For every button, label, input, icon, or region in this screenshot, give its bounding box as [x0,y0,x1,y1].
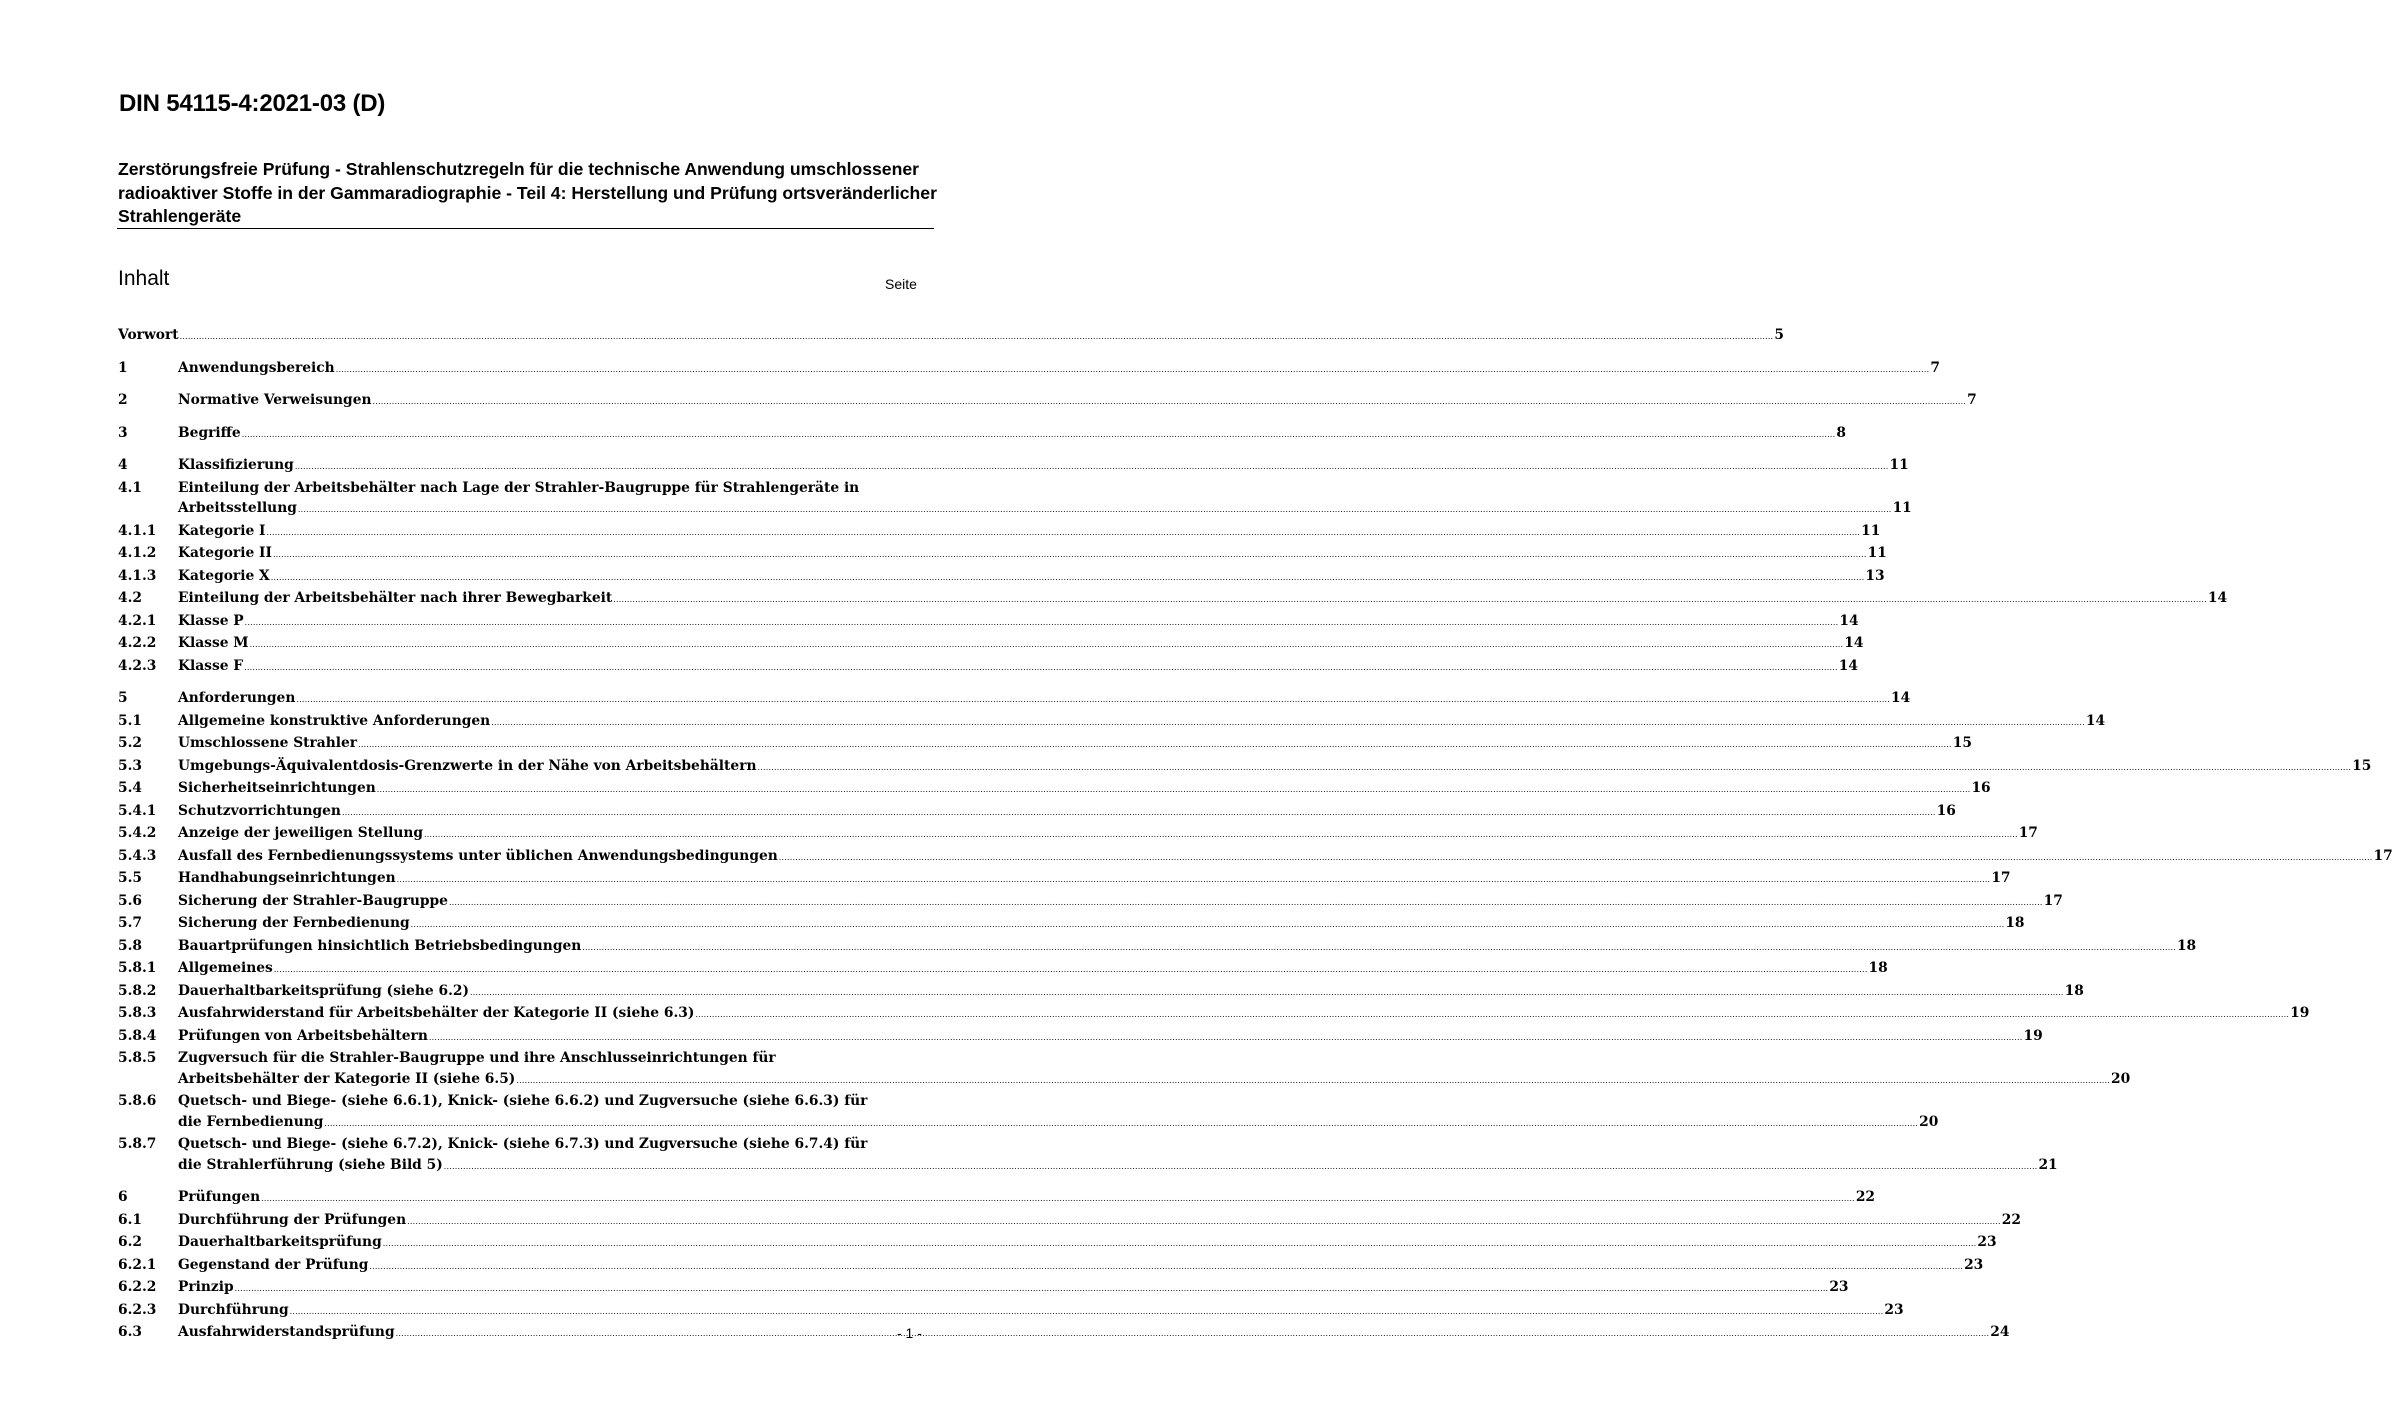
toc-entry-title: Sicherung der Fernbedienung [178,915,410,931]
toc-entry[interactable] [118,1026,2043,1049]
toc-entry-page: 18 [2005,915,2025,931]
toc-leader-dots [324,1112,1918,1135]
toc-leader-dots [373,390,1967,413]
toc-entry-title: Begriffe [178,424,241,441]
toc-entry-number: 5.8.5 [118,1050,157,1066]
toc-entry-page: 24 [1990,1324,2010,1340]
toc-entry-title: Klasse P [178,612,244,629]
toc-entry-title: Klassifizierung [178,457,294,473]
toc-entry-title: Allgemeine konstruktive Anforderungen [178,712,491,729]
toc-leader-dots [779,846,2373,869]
toc-entry-number: 5.8.2 [118,982,157,999]
toc-entry-page: 22 [2001,1211,2021,1228]
toc-heading: Inhalt [118,267,170,290]
toc-entry[interactable] [118,756,2372,779]
toc-entry[interactable] [118,1210,2021,1233]
toc-entry[interactable] [118,566,1885,589]
toc-entry-title-line: Quetsch- und Biege- (siehe 6.6.1), Knick- (siehe 6.6.2) und Zugversuche (siehe 6.6.3) für [178,1093,868,1109]
toc-entry-number: 4.1.2 [118,545,157,561]
toc-entry[interactable] [118,1003,2310,1026]
toc-entry-title: Dauerhaltbarkeitsprüfung (siehe 6.2) [178,982,469,999]
toc-entry-title: Sicherung der Strahler-Baugruppe [178,892,448,909]
toc-entry-page: 11 [1861,522,1881,539]
toc-entry-number: 5.4.2 [118,825,157,841]
toc-entry-title: die Strahlerführung (siehe Bild 5) [178,1156,443,1173]
toc-entry-title-line: Quetsch- und Biege- (siehe 6.7.2), Knick- (siehe 6.7.3) und Zugversuche (siehe 6.7.4) für [178,1136,868,1152]
toc-entry-number: 4.2.3 [118,657,157,674]
page-column-label: Seite [885,276,917,292]
toc-entry-page: 14 [2207,590,2228,606]
toc-entry-title: die Fernbedienung [178,1113,324,1130]
toc-entry-title: Sicherheitseinrichtungen [178,780,376,796]
toc-leader-dots [582,936,2176,959]
toc-entry-page: 19 [2290,1005,2310,1021]
toc-leader-dots [613,588,2207,611]
toc-entry[interactable] [118,801,1956,824]
toc-entry[interactable] [118,1134,2058,1177]
toc-entry-title: Anzeige der jeweiligen Stellung [178,825,424,841]
toc-entry[interactable] [118,958,1888,981]
toc-entry-number: 5.8.4 [118,1027,157,1044]
toc-entry-title: Dauerhaltbarkeitsprüfung [178,1234,382,1250]
toc-entry-title: Prüfungen von Arbeitsbehältern [178,1027,428,1044]
toc-entry[interactable] [118,1232,1997,1255]
toc-leader-dots [295,455,1889,478]
toc-entry-title: Durchführung der Prüfungen [178,1211,407,1228]
toc-entry[interactable] [118,1300,1904,1323]
toc-entry[interactable] [118,913,2025,936]
toc-entry-title: Vorwort [118,327,179,343]
toc-entry-page: 11 [1889,457,1909,473]
toc-entry-title: Einteilung der Arbeitsbehälter nach ihrer Bewegbarkeit [178,590,613,606]
toc-entry-number: 4 [118,457,128,473]
toc-leader-dots [180,325,1774,348]
toc-entry-number: 5.2 [118,735,143,751]
toc-entry[interactable] [118,891,2063,914]
toc-entry-number: 5.8 [118,937,143,954]
toc-entry-number: 5.5 [118,870,143,886]
toc-entry[interactable] [118,1187,1876,1210]
toc-entry[interactable] [118,325,1784,348]
toc-entry-title: Anwendungsbereich [178,359,335,376]
toc-entry-page: 16 [1971,780,1991,796]
toc-entry[interactable] [118,1255,1984,1278]
toc-entry[interactable] [118,981,2084,1004]
toc-entry[interactable] [118,1048,2131,1091]
toc-entry-title: Ausfahrwiderstand für Arbeitsbehälter der Kategorie II (siehe 6.3) [178,1005,695,1021]
toc-entry[interactable] [118,423,1846,446]
toc-entry-number: 6.1 [118,1211,143,1228]
toc-entry[interactable] [118,656,1858,679]
toc-entry-title: Klasse F [178,657,244,674]
toc-entry[interactable] [118,358,1940,381]
toc-entry[interactable] [118,733,1972,756]
toc-leader-dots [235,1277,1829,1300]
toc-entry-number: 6.3 [118,1324,143,1340]
toc-entry-page: 20 [1919,1113,1939,1130]
toc-entry-number: 4.1.3 [118,567,157,584]
toc-entry[interactable] [118,543,1887,566]
toc-entry-page: 17 [1991,870,2011,886]
toc-leader-dots [377,778,1971,801]
toc-entry-page: 14 [1839,612,1859,629]
toc-entry-page: 15 [2352,757,2372,774]
toc-entry-number: 5.8.1 [118,960,157,976]
toc-entry-page: 13 [1865,567,1885,584]
toc-entry-number: 2 [118,392,128,408]
toc-entry-page: 14 [1844,635,1864,651]
toc-entry-number: 5.4 [118,780,143,796]
toc-entry[interactable] [118,521,1881,544]
toc-leader-dots [429,1026,2023,1049]
toc-entry[interactable] [118,846,2393,869]
toc-entry-page: 15 [1952,735,1972,751]
toc-entry-title: Normative Verweisungen [178,392,372,408]
toc-entry-page: 18 [1868,960,1888,976]
toc-entry-title: Anforderungen [178,690,296,706]
toc-entry-number: 5.4.3 [118,847,157,864]
toc-entry-title: Arbeitsstellung [178,500,297,516]
toc-entry-number: 5 [118,690,128,706]
toc-entry[interactable] [118,1091,1939,1134]
toc-entry-page: 14 [2085,712,2106,729]
toc-leader-dots [242,423,1836,446]
toc-entry-page: 21 [2038,1156,2058,1173]
toc-entry-number: 6.2.2 [118,1279,157,1295]
toc-entry-title: Bauartprüfungen hinsichtlich Betriebsbedingungen [178,937,582,954]
toc-entry[interactable] [118,1277,1849,1300]
toc-entry-title: Kategorie X [178,567,270,584]
toc-entry-number: 5.6 [118,892,143,909]
document-id: DIN 54115-4:2021-03 (D) [119,90,386,117]
toc-leader-dots [444,1155,2038,1178]
toc-leader-dots [407,1210,2001,1233]
toc-leader-dots [470,981,2064,1004]
toc-entry-page: 17 [2373,847,2393,864]
toc-entry-number: 5.8.3 [118,1005,157,1021]
toc-entry-number: 6.2.3 [118,1301,157,1318]
toc-entry-number: 5.3 [118,757,143,774]
toc-leader-dots [266,521,1860,544]
toc-entry[interactable] [118,688,1911,711]
toc-entry-number: 1 [118,359,128,376]
toc-entry-number: 5.7 [118,915,143,931]
toc-entry-page: 18 [2064,982,2084,999]
toc-entry-title: Durchführung [178,1301,289,1318]
toc-entry[interactable] [118,936,2197,959]
toc-entry-number: 4.1.1 [118,522,157,539]
toc-entry[interactable] [118,588,2228,611]
toc-entry-number: 5.8.6 [118,1093,157,1109]
toc-entry-page: 17 [2043,892,2063,909]
table-of-contents [118,325,2393,1345]
toc-entry-number: 5.1 [118,712,143,729]
toc-leader-dots [290,1300,1884,1323]
toc-entry-page: 7 [1967,392,1977,408]
toc-leader-dots [383,1232,1977,1255]
toc-leader-dots [396,1322,1990,1345]
toc-entry-page: 14 [1838,657,1858,674]
toc-entry[interactable] [118,455,1909,478]
toc-entry-page: 23 [1977,1234,1997,1250]
toc-entry-number: 4.2.2 [118,635,157,651]
toc-entry-title: Kategorie II [178,545,272,561]
toc-entry-title-line: Zugversuch für die Strahler-Baugruppe und ihre Anschlusseinrichtungen für [178,1050,776,1066]
toc-entry-page: 8 [1836,424,1846,441]
toc-entry-number: 4.2.1 [118,612,157,629]
toc-entry[interactable] [118,611,1859,634]
toc-entry-page: 17 [2018,825,2038,841]
toc-leader-dots [245,611,1839,634]
toc-entry-title: Arbeitsbehälter der Kategorie II (siehe 6.5) [178,1070,516,1087]
toc-entry[interactable] [118,1322,2010,1345]
page-number: - 1 - [897,1325,922,1341]
toc-entry-title: Ausfahrwiderstandsprüfung [178,1324,395,1340]
toc-entry-title: Schutzvorrichtungen [178,802,341,819]
toc-entry[interactable] [118,633,1864,656]
toc-leader-dots [261,1187,1855,1210]
toc-entry-page: 23 [1964,1256,1984,1273]
toc-entry-page: 23 [1829,1279,1849,1295]
toc-leader-dots [336,358,1930,381]
toc-leader-dots [273,543,1867,566]
toc-leader-dots [695,1003,2289,1026]
toc-entry-title: Umgebungs-Äquivalentdosis-Grenzwerte in der Nähe von Arbeitsbehältern [178,757,757,774]
toc-entry[interactable] [118,478,1912,521]
toc-entry-page: 20 [2111,1070,2131,1087]
toc-entry-page: 5 [1774,327,1784,343]
toc-entry-title: Ausfall des Fernbedienungssystems unter üblichen Anwendungsbedingungen [178,847,778,864]
toc-entry-number: 3 [118,424,128,441]
toc-entry[interactable] [118,390,1977,413]
toc-entry-page: 11 [1892,500,1912,516]
toc-entry-title: Gegenstand der Prüfung [178,1256,369,1273]
toc-entry-number: 5.4.1 [118,802,157,819]
toc-leader-dots [491,711,2085,734]
toc-leader-dots [449,891,2043,914]
toc-leader-dots [271,566,1865,589]
toc-entry[interactable] [118,778,1991,801]
toc-leader-dots [296,688,1890,711]
toc-leader-dots [758,756,2352,779]
toc-entry-page: 22 [1855,1189,1876,1205]
toc-entry-page: 19 [2023,1027,2043,1044]
toc-entry-title: Handhabungseinrichtungen [178,870,396,886]
toc-leader-dots [411,913,2005,936]
toc-entry-page: 14 [1891,690,1911,706]
toc-entry-title: Klasse M [178,635,249,651]
toc-entry-title: Umschlossene Strahler [178,735,358,751]
toc-leader-dots [342,801,1936,824]
toc-leader-dots [250,633,1844,656]
toc-entry[interactable] [118,711,2106,734]
toc-leader-dots [274,958,1868,981]
toc-leader-dots [244,656,1838,679]
toc-leader-dots [516,1069,2110,1092]
toc-entry-number: 4.2 [118,590,143,606]
toc-leader-dots [397,868,1991,891]
toc-entry-page: 23 [1884,1301,1904,1318]
toc-entry-title: Prüfungen [178,1189,261,1205]
toc-entry-title-line: Einteilung der Arbeitsbehälter nach Lage der Strahler-Baugruppe für Strahlengeräte in [178,479,860,496]
toc-entry-number: 6.2.1 [118,1256,157,1273]
toc-entry-number: 4.1 [118,479,143,496]
toc-entry-page: 18 [2176,937,2197,954]
document-title: Zerstörungsfreie Prüfung - Strahlenschutzregeln für die technische Anwendung umschlossener radioaktiver Stoffe in der Gammaradiographie - Teil 4: Herstellung und Prüfung ortsveränderlicher Strahlengeräte [118,159,937,226]
title-divider [117,228,934,229]
toc-entry-page: 16 [1936,802,1956,819]
toc-entry-number: 6 [118,1189,128,1205]
toc-entry-title: Kategorie I [178,522,266,539]
toc-entry-page: 7 [1930,359,1940,376]
toc-entry[interactable] [118,823,2038,846]
toc-leader-dots [424,823,2018,846]
toc-entry[interactable] [118,868,2011,891]
toc-leader-dots [358,733,1952,756]
toc-entry-title: Allgemeines [178,960,273,976]
toc-leader-dots [298,498,1892,521]
toc-entry-number: 6.2 [118,1234,143,1250]
toc-leader-dots [369,1255,1963,1278]
toc-entry-title: Prinzip [178,1279,234,1295]
toc-entry-page: 11 [1867,545,1887,561]
toc-entry-number: 5.8.7 [118,1136,157,1152]
